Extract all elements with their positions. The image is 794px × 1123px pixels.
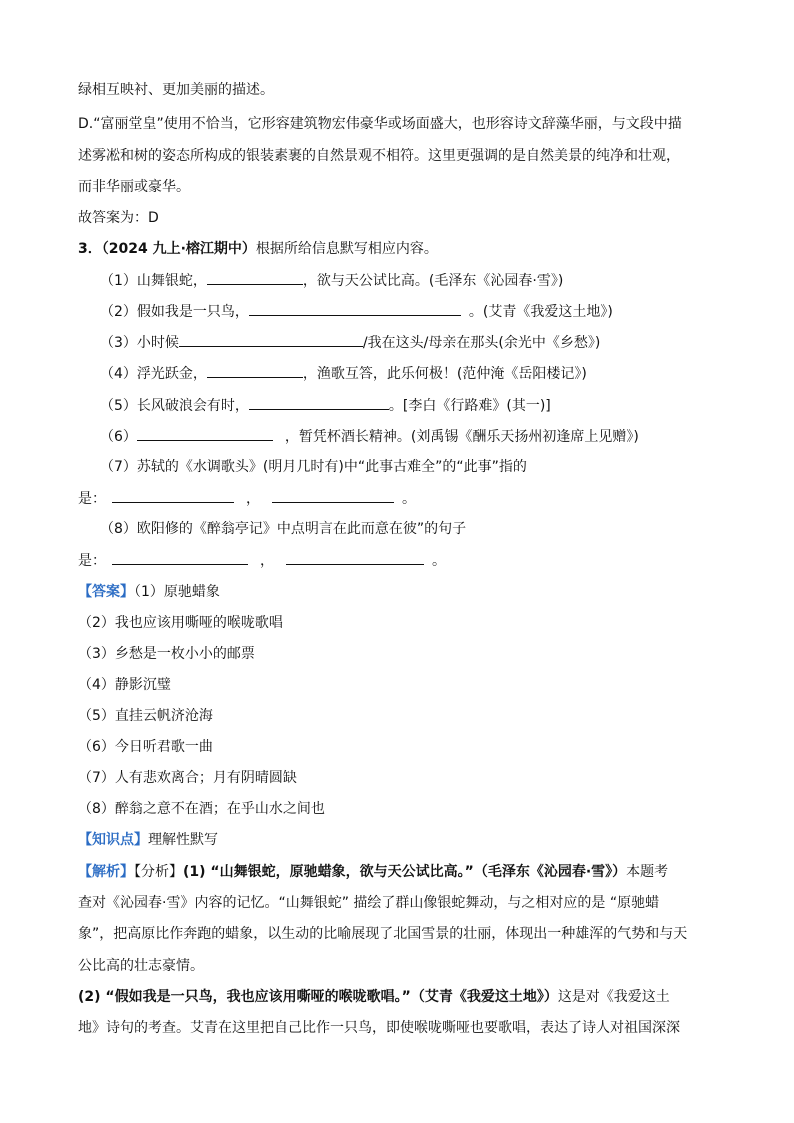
previous-answer: 故答案为：D	[78, 210, 159, 226]
answer-item: （7）人有悲欢离合；月有阴晴圆缺	[78, 770, 297, 786]
question-header	[78, 239, 438, 259]
analysis-line: 查对《沁园春·雪》内容的记忆。“山舞银蛇” 描绘了群山像银蛇舞动，与之相对应的是 “原驰蜡	[78, 895, 660, 911]
answer-blank[interactable]	[112, 550, 248, 565]
question-item: （3）小时候 /我在这头/母亲在那头(余光中《乡愁》)	[100, 332, 600, 353]
analysis-line: 象”，把高原比作奔跑的蜡象，以生动的比喻展现了北国雪景的壮丽，体现出一种雄浑的气势和与天	[78, 926, 688, 942]
analysis-line: 【解析】【分析】(1) “山舞银蛇，原驰蜡象，欲与天公试比高。”（毛泽东《沁园春·雪》）本题考	[78, 864, 669, 880]
answer-blank[interactable]	[207, 270, 303, 285]
question-item-7-blanks: 是： ， 。	[78, 488, 416, 509]
answer-blank[interactable]	[179, 332, 363, 347]
question-item-8: （8）欧阳修的《醉翁亭记》中点明言在此而意在彼”的句子	[100, 521, 467, 537]
answer-blank[interactable]	[249, 395, 389, 410]
answer-blank[interactable]	[112, 488, 234, 503]
question-item: （5）长风破浪会有时， 。[李白《行路难》(其一)]	[100, 395, 551, 416]
question-item: （4）浮光跃金， ，渔歌互答，此乐何极！(范仲淹《岳阳楼记》)	[100, 363, 587, 384]
question-number: 3．	[78, 241, 102, 257]
answer-item: （2）我也应该用嘶哑的喉咙歌唱	[78, 615, 283, 631]
answer-blank[interactable]	[286, 550, 424, 565]
answer-blank[interactable]	[137, 426, 273, 441]
answer-item: （3）乡愁是一枚小小的邮票	[78, 646, 255, 662]
answer-item: （5）直挂云帆济沧海	[78, 708, 213, 724]
question-item: （1）山舞银蛇， ，欲与天公试比高。(毛泽东《沁园春·雪》)	[100, 270, 563, 291]
answer-label: 【答案】	[78, 584, 134, 600]
analysis-line: 地》诗句的考查。艾青在这里把自己比作一只鸟，即使喉咙嘶哑也要歌唱，表达了诗人对祖国深深	[78, 1020, 680, 1036]
knowledge-label: 【知识点】	[78, 832, 148, 848]
answer-blank[interactable]	[249, 301, 461, 316]
question-item: （2）假如我是一只鸟， 。(艾青《我爱这土地》)	[100, 301, 613, 322]
question-source: （2024 九上·榕江期中）	[101, 241, 256, 257]
answer-item: （4）静影沉璧	[78, 677, 171, 693]
answer-blank[interactable]	[272, 488, 394, 503]
question-stem: 根据所给信息默写相应内容。	[255, 241, 438, 257]
answer-item: （6）今日听君歌一曲	[78, 739, 213, 755]
analysis-line: (2) “假如我是一只鸟，我也应该用嘶哑的喉咙歌唱。”（艾青《我爱这土地》）这是对《我爱这土	[78, 989, 670, 1005]
analysis-label: 【解析】	[78, 864, 134, 880]
analysis-sub-label: 【分析】	[134, 864, 183, 880]
answer-item: （8）醉翁之意不在酒；在乎山水之间也	[78, 801, 325, 817]
answer-blank[interactable]	[207, 363, 303, 378]
analysis-line: 公比高的壮志豪情。	[78, 958, 204, 974]
option-d-line: D.“富丽堂皇”使用不恰当，它形容建筑物宏伟豪华或场面盛大，也形容诗文辞藻华丽，与文段中描	[78, 116, 682, 132]
question-item-7: （7）苏轼的《水调歌头》(明月几时有)中“此事古难全”的“此事”指的	[100, 459, 527, 475]
question-item-8-blanks: 是： ， 。	[78, 550, 446, 571]
knowledge-point: 【知识点】理解性默写	[78, 832, 218, 848]
answer-heading: 【答案】（1）原驰蜡象	[78, 584, 220, 600]
text-line: 绿相互映衬、更加美丽的描述。	[78, 82, 274, 98]
option-d-line: 而非华丽或豪华。	[78, 179, 190, 195]
question-item: （6） ，暂凭杯酒长精神。(刘禹锡《酬乐天扬州初逢席上见赠》)	[100, 426, 639, 447]
option-d-line: 述雾凇和树的姿态所构成的银装素裹的自然景观不相符。这里更强调的是自然美景的纯净和壮观，	[78, 148, 680, 164]
